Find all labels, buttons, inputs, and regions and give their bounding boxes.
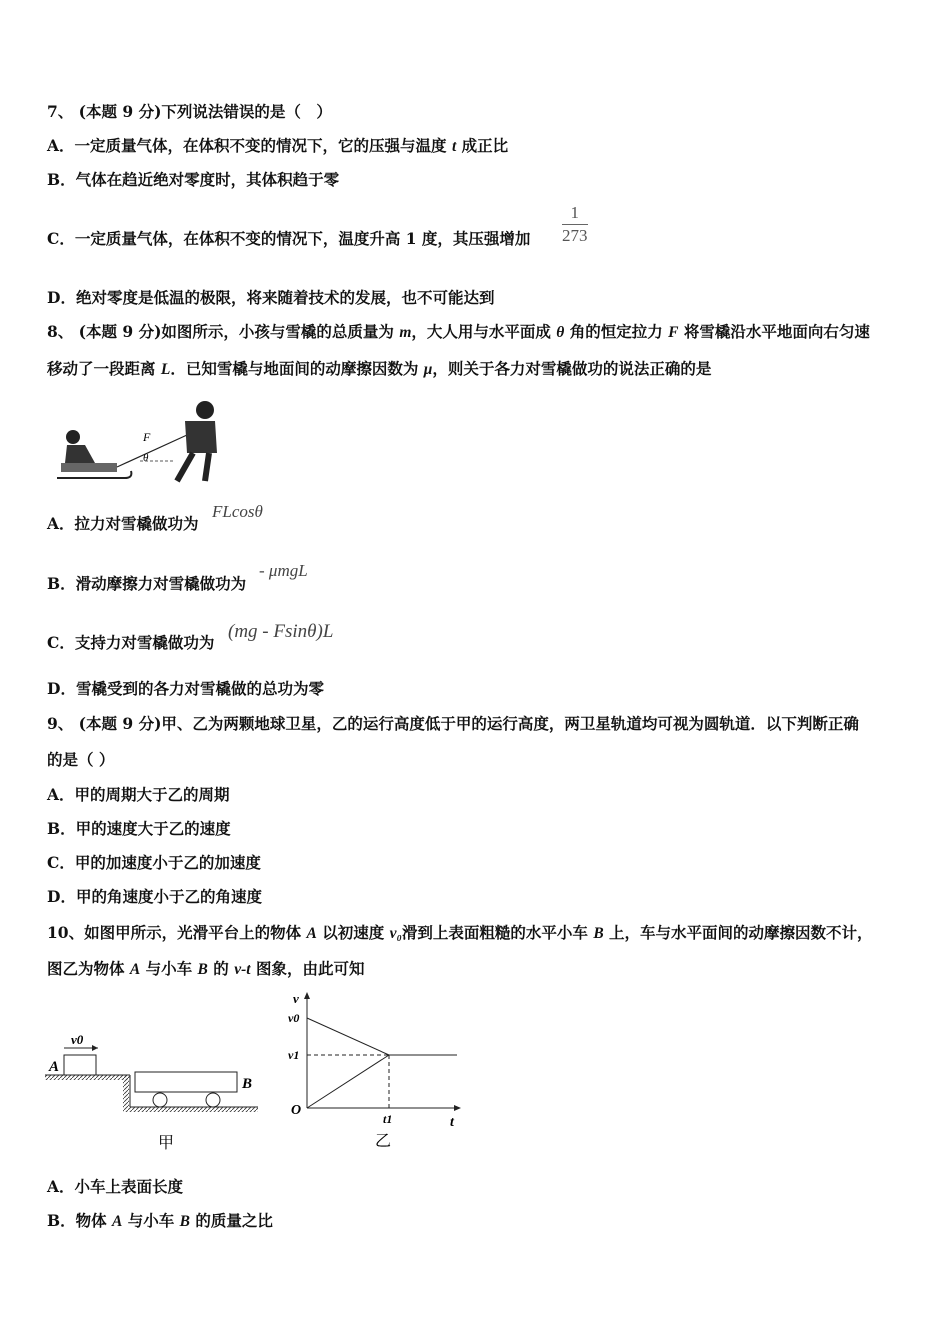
label-v0: v0 xyxy=(71,1032,84,1047)
q8-option-b: B．滑动摩擦力对雪橇做功为 xyxy=(47,574,247,593)
q9-stem-line1: 9、 (本题 9 分)甲、乙为两颗地球卫星，乙的运行高度低于甲的运行高度，两卫星轨道均可视为圆轨道．以下判断正确 xyxy=(47,714,859,733)
line-b xyxy=(307,1055,389,1108)
q9-stem-line2: 的是（ ） xyxy=(47,750,115,769)
text: 将雪橇沿水平地面向右匀速 xyxy=(678,322,870,341)
label-v: v xyxy=(293,991,299,1006)
q9-option-c: C．甲的加速度小于乙的加速度 xyxy=(47,853,261,872)
q10-option-a: A．小车上表面长度 xyxy=(47,1177,184,1196)
q8-option-d: D．雪橇受到的各力对雪橇做的总功为零 xyxy=(47,679,324,698)
text: 10、如图甲所示，光滑平台上的物体 xyxy=(47,923,307,942)
q7-option-c: C．一定质量气体，在体积不变的情况下，温度升高 1 度，其压强增加 xyxy=(47,229,531,248)
text: ，则关于各力对雪橇做功的说法正确的是 xyxy=(432,359,712,378)
text: 上，车与水平面间的动摩擦因数不计， xyxy=(603,923,873,942)
var: A xyxy=(306,925,317,942)
q8-stem-line1 xyxy=(47,322,870,343)
text: 与小车 xyxy=(122,1211,180,1230)
label-origin: O xyxy=(291,1103,302,1118)
figure-jia-cart xyxy=(40,990,270,1155)
var-t: t xyxy=(451,138,457,155)
q10-stem-line1 xyxy=(47,923,873,944)
var: F xyxy=(668,324,679,341)
text: A．一定质量气体，在体积不变的情况下，它的压强与温度 xyxy=(47,136,452,155)
q8-option-a: A．拉力对雪橇做功为 xyxy=(47,514,199,533)
sled-figure xyxy=(55,395,225,487)
text: 图象，由此可知 xyxy=(250,959,365,978)
q8-stem-line2 xyxy=(47,359,711,380)
figure-yi-vt-graph xyxy=(285,990,475,1155)
var: B xyxy=(197,961,208,978)
label-b: B xyxy=(242,1076,253,1092)
numerator: 1 xyxy=(562,202,588,225)
text: 的质量之比 xyxy=(189,1211,273,1230)
caption-jia: 甲 xyxy=(158,1135,175,1152)
var: A xyxy=(112,1213,123,1230)
text: 滑到上表面粗糙的水平小车 xyxy=(401,923,594,942)
text: 8、 (本题 9 分)如图所示，小孩与雪橇的总质量为 xyxy=(47,322,400,341)
text: 成正比 xyxy=(456,136,509,155)
q7-option-b: B．气体在趋近绝对零度时，其体积趋于零 xyxy=(47,170,340,189)
formula-a: FLcosθ xyxy=(212,502,263,521)
var: L xyxy=(160,361,171,378)
fraction-1-273 xyxy=(562,202,588,247)
label-a: A xyxy=(49,1059,60,1075)
label-t: t xyxy=(450,1115,454,1130)
text: 与小车 xyxy=(140,959,198,978)
q7-stem: 7、 (本题 9 分)下列说法错误的是（ ） xyxy=(47,102,332,121)
text: B．物体 xyxy=(47,1211,112,1230)
force-label: F xyxy=(143,430,151,444)
q8-option-c: C．支持力对雪橇做功为 xyxy=(47,633,215,652)
q9-option-b: B．甲的速度大于乙的速度 xyxy=(47,819,231,838)
q9-option-a: A．甲的周期大于乙的周期 xyxy=(47,785,230,804)
text: 图乙为物体 xyxy=(47,959,130,978)
text: ．已知雪橇与地面间的动摩擦因数为 xyxy=(170,359,424,378)
label-v1: v1 xyxy=(288,1048,300,1062)
caption-yi: 乙 xyxy=(375,1133,392,1150)
var: μ xyxy=(423,361,433,378)
q9-option-d: D．甲的角速度小于乙的角速度 xyxy=(47,887,262,906)
formula-c: (mg - Fsinθ)L xyxy=(228,621,334,642)
label-v0: v0 xyxy=(288,1011,300,1025)
denominator: 273 xyxy=(562,226,588,245)
text: 移动了一段距离 xyxy=(47,359,161,378)
var: θ xyxy=(556,324,565,341)
text: 以初速度 xyxy=(316,923,390,942)
line-a xyxy=(307,1018,389,1055)
formula-b: - μmgL xyxy=(259,561,308,580)
var: A xyxy=(129,961,141,978)
q7-option-d: D．绝对零度是低温的极限，将来随着技术的发展，也不可能达到 xyxy=(47,288,495,307)
label-t1: t1 xyxy=(383,1112,393,1126)
var: B xyxy=(593,925,604,942)
var: v₀ xyxy=(389,925,402,942)
text: 角的恒定拉力 xyxy=(564,322,669,341)
q10-option-b xyxy=(47,1211,273,1232)
q7-option-a xyxy=(47,136,508,157)
q10-stem-line2 xyxy=(47,959,364,980)
text: 的 xyxy=(207,959,235,978)
var: B xyxy=(179,1213,190,1230)
text: ，大人用与水平面成 xyxy=(411,322,557,341)
angle-label: θ xyxy=(143,452,149,464)
var: m xyxy=(399,324,412,341)
var: v-t xyxy=(234,961,251,978)
